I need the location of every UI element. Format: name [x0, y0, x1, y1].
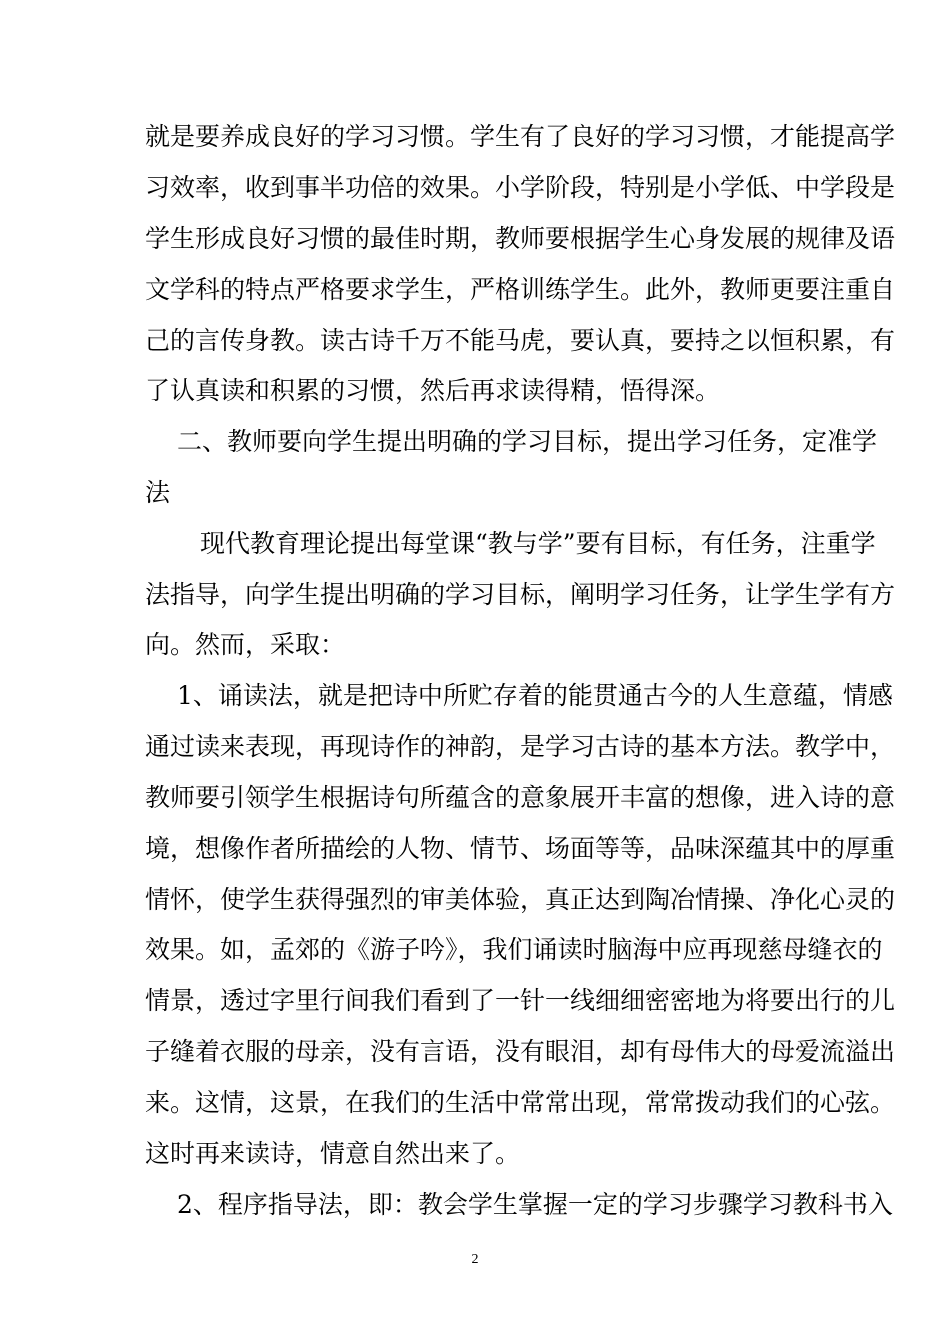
- text-line: 效果。如，孟郊的《游子吟》，我们诵读时脑海中应再现慈母缝衣的: [145, 935, 883, 964]
- text-line: 法指导，向学生提出明确的学习目标，阐明学习任务，让学生学有方: [145, 580, 896, 609]
- text-line: 就是要养成良好的学习习惯。学生有了良好的学习习惯，才能提高学: [145, 122, 896, 151]
- text-line: 来。这情，这景，在我们的生活中常常出现，常常拨动我们的心弦。: [145, 1088, 896, 1117]
- section-heading-line: 二、教师要向学生提出明确的学习目标，提出学习任务，定准学: [177, 427, 878, 456]
- text-line: 情怀，使学生获得强烈的审美体验，真正达到陶冶情操、净化心灵的: [145, 885, 896, 914]
- text-line: 了认真读和积累的习惯，然后再求读得精，悟得深。: [145, 376, 721, 405]
- text-line: 教师要引领学生根据诗句所蕴含的意象展开丰富的想像，进入诗的意: [145, 783, 896, 812]
- paragraph-first-line: 现代教育理论提出每堂课“教与学”要有目标，有任务，注重学: [200, 529, 876, 558]
- text-line: 境，想像作者所描绘的人物、情节、场面等等，品味深蕴其中的厚重: [145, 834, 896, 863]
- text-line: 习效率，收到事半功倍的效果。小学阶段，特别是小学低、中学段是: [145, 173, 896, 202]
- text-line: 通过读来表现，再现诗作的神韵，是学习古诗的基本方法。教学中，: [145, 732, 896, 761]
- text-line: 这时再来读诗，情意自然出来了。: [145, 1139, 521, 1168]
- section-heading-line: 法: [145, 478, 171, 507]
- page-number: 2: [471, 1252, 479, 1267]
- text-line: 学生形成良好习惯的最佳时期，教师要根据学生心身发展的规律及语: [145, 224, 896, 253]
- text-line: 子缝着衣服的母亲，没有言语，没有眼泪，却有母伟大的母爱流溢出: [145, 1037, 896, 1066]
- text-line: 文学科的特点严格要求学生，严格训练学生。此外，教师更要注重自: [145, 275, 896, 304]
- list-item-line: 2、程序指导法，即：教会学生掌握一定的学习步骤学习教科书入: [177, 1190, 893, 1219]
- text-line: 己的言传身教。读古诗千万不能马虎，要认真，要持之以恒积累，有: [145, 326, 896, 355]
- text-line: 向。然而，采取：: [145, 630, 346, 659]
- list-item-line: 1、诵读法，就是把诗中所贮存着的能贯通古今的人生意蕴，情感: [177, 681, 893, 710]
- text-line: 情景，透过字里行间我们看到了一针一线细细密密地为将要出行的儿: [145, 986, 896, 1015]
